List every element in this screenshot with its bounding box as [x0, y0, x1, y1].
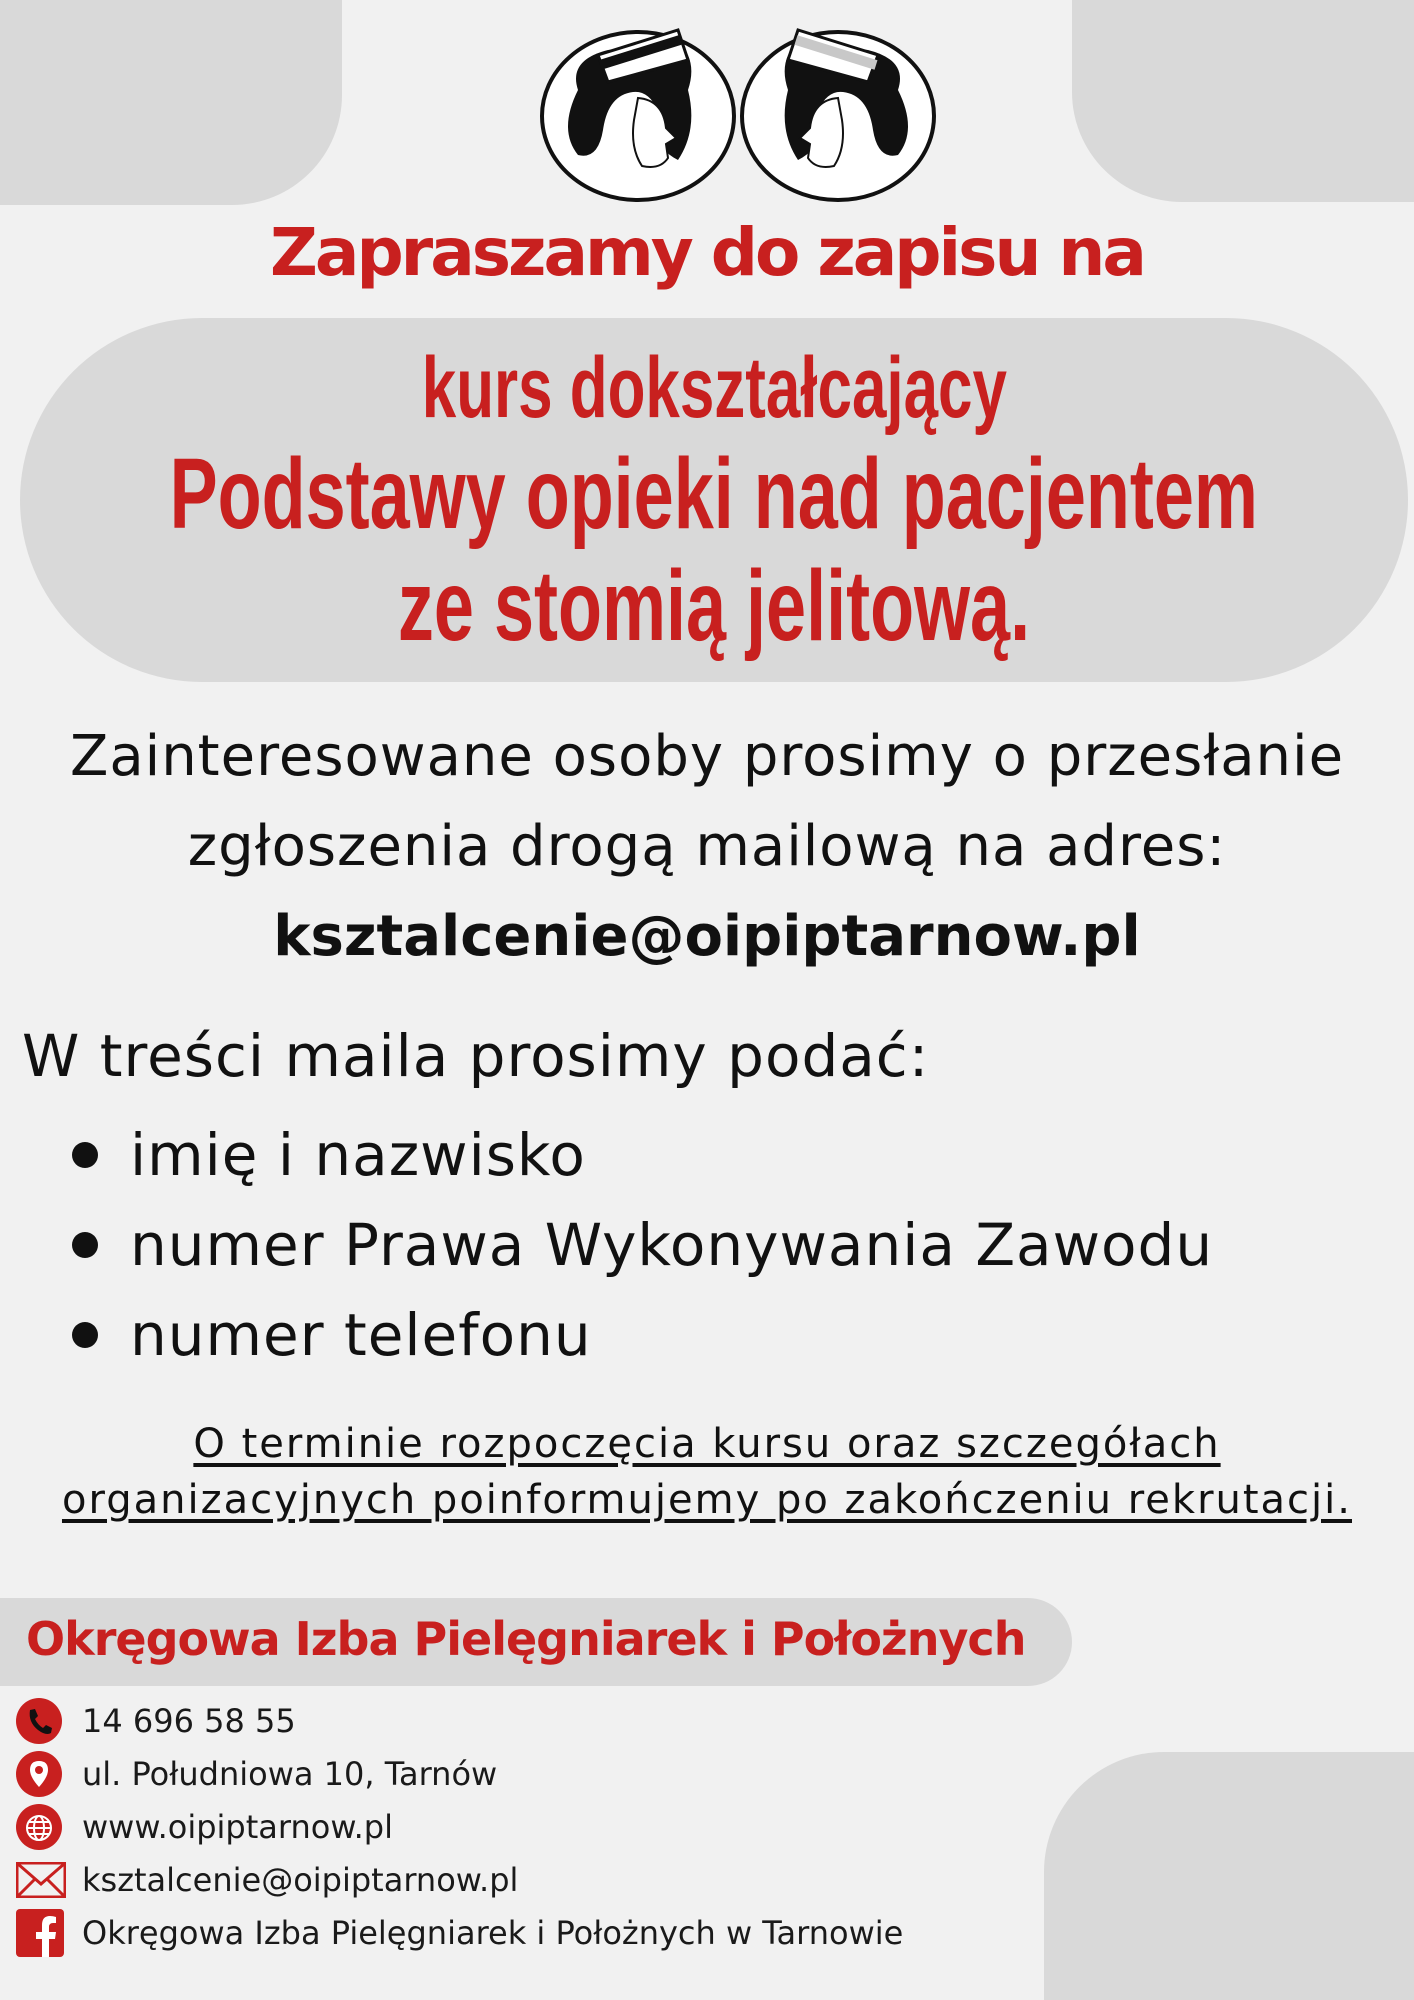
list-item — [72, 1290, 1213, 1380]
course-title-line-2: ze stomią jelitową. — [397, 550, 1031, 662]
contact-email[interactable] — [16, 1853, 903, 1906]
bullet-icon — [72, 1232, 98, 1258]
requirements-list — [72, 1110, 1213, 1380]
contact-phone[interactable] — [16, 1694, 903, 1747]
intro-text — [0, 712, 1414, 982]
list-item — [72, 1200, 1213, 1290]
course-type: kurs dokształcający — [421, 340, 1007, 436]
location-pin-icon — [16, 1750, 68, 1798]
corner-decoration-top-right — [1072, 0, 1414, 202]
contact-website[interactable] — [16, 1800, 903, 1853]
list-item — [72, 1110, 1213, 1200]
nurses-logo — [538, 20, 938, 206]
envelope-icon — [16, 1856, 68, 1904]
content-heading: W treści maila prosimy podać: — [22, 1022, 930, 1090]
intro-line-1: Zainteresowane osoby prosimy o przesłanie — [69, 724, 1345, 789]
contact-facebook-text: Okręgowa Izba Pielęgniarek i Położnych w Tarnowie — [82, 1913, 904, 1952]
headline: Zapraszamy do zapisu na — [270, 214, 1144, 291]
contact-address-text: ul. Południowa 10, Tarnów — [82, 1754, 498, 1793]
note-line-2: organizacyjnych poinformujemy po zakończeniu rekrutacji. — [61, 1477, 1352, 1523]
note-line-1: O terminie rozpoczęcia kursu oraz szczegółach — [193, 1421, 1221, 1467]
corner-decoration-top-left — [0, 0, 342, 205]
phone-icon — [16, 1697, 68, 1745]
contact-phone-text: 14 696 58 55 — [82, 1701, 296, 1740]
contact-address[interactable] — [16, 1747, 903, 1800]
course-title-line-1: Podstawy opieki nad pacjentem — [169, 438, 1259, 550]
corner-decoration-bottom-right — [1044, 1752, 1414, 2000]
contact-email-text: ksztalcenie@oipiptarnow.pl — [82, 1860, 519, 1899]
contact-website-text: www.oipiptarnow.pl — [82, 1807, 393, 1846]
bullet-icon — [72, 1322, 98, 1348]
facebook-icon — [16, 1909, 68, 1957]
organization-name: Okręgowa Izba Pielęgniarek i Położnych — [26, 1612, 1026, 1666]
bullet-icon — [72, 1142, 98, 1168]
organization-bar — [0, 1598, 1072, 1686]
contact-list — [16, 1694, 903, 1959]
list-item-label: imię i nazwisko — [130, 1121, 586, 1189]
intro-email[interactable]: ksztalcenie@oipiptarnow.pl — [273, 904, 1141, 969]
globe-icon — [16, 1803, 68, 1851]
contact-facebook[interactable] — [16, 1906, 903, 1959]
list-item-label: numer telefonu — [130, 1301, 592, 1369]
list-item-label: numer Prawa Wykonywania Zawodu — [130, 1211, 1214, 1279]
schedule-note — [0, 1416, 1414, 1528]
course-title-box — [20, 318, 1408, 682]
intro-line-2: zgłoszenia drogą mailową na adres: — [187, 814, 1227, 879]
